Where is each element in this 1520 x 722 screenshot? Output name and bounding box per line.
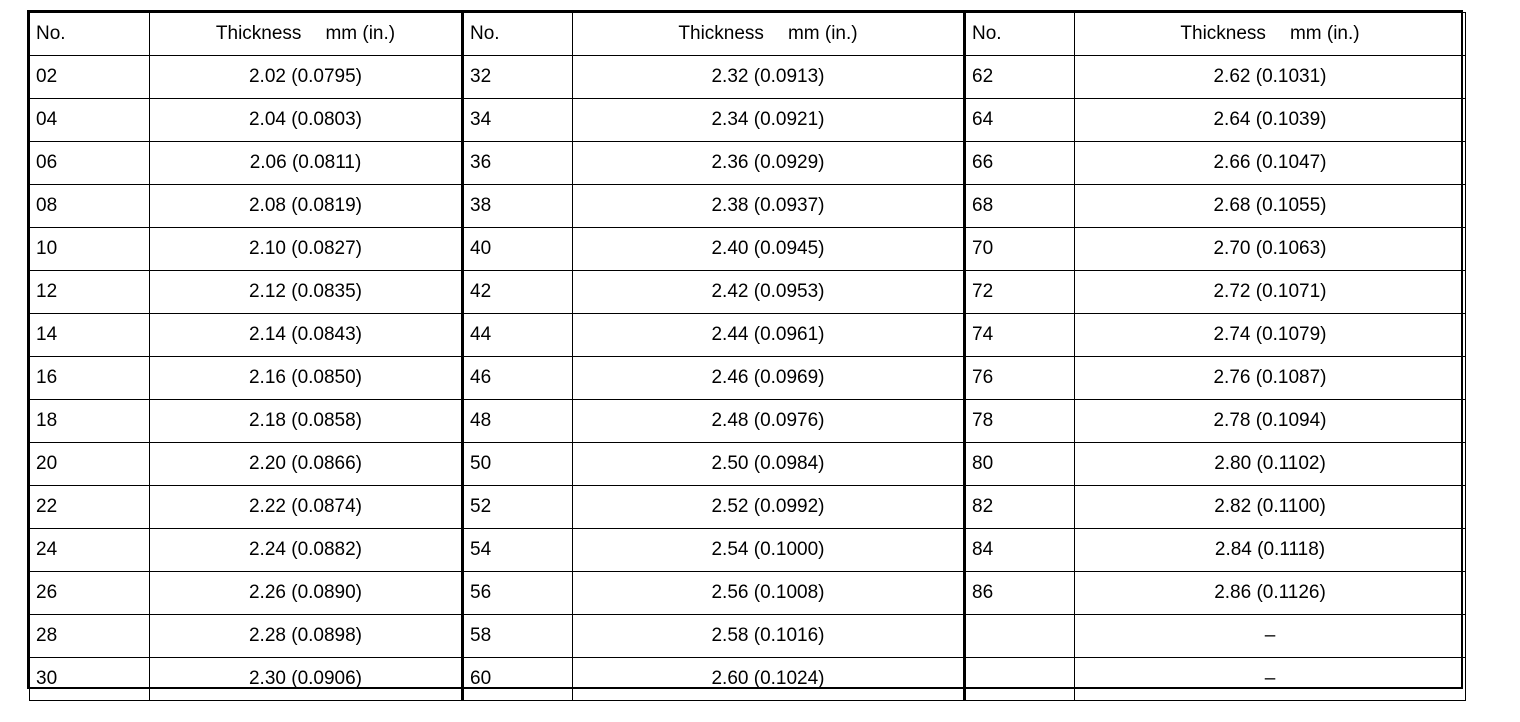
table-row	[30, 271, 1466, 314]
header-no-2: No.	[463, 13, 573, 56]
cell-no-col3: 72	[965, 271, 1075, 314]
cell-thickness-col3: 2.78 (0.1094)	[1075, 400, 1466, 443]
cell-no-col1: 04	[30, 99, 150, 142]
cell-no-col1: 22	[30, 486, 150, 529]
cell-no-col3: 78	[965, 400, 1075, 443]
cell-no-col3: 80	[965, 443, 1075, 486]
table-row	[30, 529, 1466, 572]
cell-thickness-col2: 2.44 (0.0961)	[573, 314, 965, 357]
cell-thickness-col2: 2.42 (0.0953)	[573, 271, 965, 314]
cell-no-col3: 62	[965, 56, 1075, 99]
cell-thickness-col2: 2.40 (0.0945)	[573, 228, 965, 271]
header-unit-label-1: mm (in.)	[325, 23, 396, 44]
cell-no-col2: 38	[463, 185, 573, 228]
table-row	[30, 142, 1466, 185]
cell-thickness-col3: 2.72 (0.1071)	[1075, 271, 1466, 314]
cell-thickness-col2: 2.54 (0.1000)	[573, 529, 965, 572]
cell-no-col3: 82	[965, 486, 1075, 529]
cell-thickness-col3: 2.84 (0.1118)	[1075, 529, 1466, 572]
cell-no-col1: 30	[30, 658, 150, 701]
cell-thickness-col1: 2.08 (0.0819)	[150, 185, 463, 228]
cell-thickness-col3: 2.64 (0.1039)	[1075, 99, 1466, 142]
cell-thickness-col3: 2.62 (0.1031)	[1075, 56, 1466, 99]
cell-no-col2: 42	[463, 271, 573, 314]
table-row	[30, 56, 1466, 99]
table-row	[30, 357, 1466, 400]
header-thickness-label-2: Thickness	[678, 23, 764, 44]
cell-thickness-col2: 2.58 (0.1016)	[573, 615, 965, 658]
table-row	[30, 314, 1466, 357]
cell-no-col3	[965, 658, 1075, 701]
cell-thickness-col2: 2.32 (0.0913)	[573, 56, 965, 99]
header-thickness-1	[150, 13, 463, 56]
table-row	[30, 185, 1466, 228]
cell-no-col3: 66	[965, 142, 1075, 185]
cell-thickness-col1: 2.16 (0.0850)	[150, 357, 463, 400]
table-header-row	[30, 13, 1466, 56]
cell-thickness-col2: 2.60 (0.1024)	[573, 658, 965, 701]
cell-thickness-col2: 2.38 (0.0937)	[573, 185, 965, 228]
cell-no-col1: 16	[30, 357, 150, 400]
cell-no-col1: 08	[30, 185, 150, 228]
cell-thickness-col3: 2.66 (0.1047)	[1075, 142, 1466, 185]
cell-no-col2: 58	[463, 615, 573, 658]
header-thickness-2	[573, 13, 965, 56]
cell-thickness-col1: 2.24 (0.0882)	[150, 529, 463, 572]
table-row	[30, 658, 1466, 701]
cell-thickness-col2: 2.48 (0.0976)	[573, 400, 965, 443]
cell-no-col2: 34	[463, 99, 573, 142]
cell-thickness-col2: 2.52 (0.0992)	[573, 486, 965, 529]
cell-no-col2: 32	[463, 56, 573, 99]
header-no-3: No.	[965, 13, 1075, 56]
table-row	[30, 99, 1466, 142]
cell-thickness-col3: –	[1075, 658, 1466, 701]
cell-thickness-col3: 2.80 (0.1102)	[1075, 443, 1466, 486]
cell-thickness-col2: 2.56 (0.1008)	[573, 572, 965, 615]
cell-thickness-col3: –	[1075, 615, 1466, 658]
cell-thickness-col1: 2.06 (0.0811)	[150, 142, 463, 185]
cell-no-col2: 60	[463, 658, 573, 701]
cell-no-col3: 84	[965, 529, 1075, 572]
cell-no-col1: 02	[30, 56, 150, 99]
cell-no-col3: 86	[965, 572, 1075, 615]
cell-no-col1: 14	[30, 314, 150, 357]
cell-no-col1: 26	[30, 572, 150, 615]
cell-no-col3: 74	[965, 314, 1075, 357]
cell-thickness-col1: 2.10 (0.0827)	[150, 228, 463, 271]
table-row	[30, 228, 1466, 271]
table-row	[30, 615, 1466, 658]
cell-thickness-col3: 2.70 (0.1063)	[1075, 228, 1466, 271]
cell-no-col1: 24	[30, 529, 150, 572]
table-row	[30, 572, 1466, 615]
cell-thickness-col2: 2.50 (0.0984)	[573, 443, 965, 486]
cell-no-col1: 18	[30, 400, 150, 443]
cell-no-col1: 12	[30, 271, 150, 314]
cell-thickness-col1: 2.02 (0.0795)	[150, 56, 463, 99]
cell-thickness-col2: 2.46 (0.0969)	[573, 357, 965, 400]
cell-thickness-col3: 2.68 (0.1055)	[1075, 185, 1466, 228]
thickness-table	[29, 12, 1466, 701]
cell-thickness-col1: 2.14 (0.0843)	[150, 314, 463, 357]
cell-thickness-col3: 2.76 (0.1087)	[1075, 357, 1466, 400]
cell-no-col1: 20	[30, 443, 150, 486]
thickness-table-frame	[27, 10, 1463, 689]
header-thickness-label-3: Thickness	[1180, 23, 1266, 44]
cell-no-col1: 10	[30, 228, 150, 271]
cell-no-col3	[965, 615, 1075, 658]
cell-thickness-col1: 2.26 (0.0890)	[150, 572, 463, 615]
cell-no-col2: 54	[463, 529, 573, 572]
cell-no-col2: 56	[463, 572, 573, 615]
cell-no-col3: 64	[965, 99, 1075, 142]
header-unit-label-3: mm (in.)	[1289, 23, 1360, 44]
cell-no-col2: 36	[463, 142, 573, 185]
cell-no-col3: 68	[965, 185, 1075, 228]
cell-no-col2: 44	[463, 314, 573, 357]
cell-no-col3: 70	[965, 228, 1075, 271]
cell-thickness-col1: 2.18 (0.0858)	[150, 400, 463, 443]
cell-thickness-col1: 2.12 (0.0835)	[150, 271, 463, 314]
cell-no-col1: 28	[30, 615, 150, 658]
cell-thickness-col1: 2.20 (0.0866)	[150, 443, 463, 486]
cell-thickness-col3: 2.86 (0.1126)	[1075, 572, 1466, 615]
header-thickness-label-1: Thickness	[215, 23, 302, 44]
cell-no-col2: 50	[463, 443, 573, 486]
header-thickness-3	[1075, 13, 1466, 56]
cell-thickness-col1: 2.30 (0.0906)	[150, 658, 463, 701]
cell-no-col2: 40	[463, 228, 573, 271]
table-row	[30, 443, 1466, 486]
cell-thickness-col2: 2.36 (0.0929)	[573, 142, 965, 185]
cell-thickness-col2: 2.34 (0.0921)	[573, 99, 965, 142]
table-row	[30, 400, 1466, 443]
cell-no-col3: 76	[965, 357, 1075, 400]
cell-no-col2: 46	[463, 357, 573, 400]
cell-no-col2: 52	[463, 486, 573, 529]
cell-thickness-col1: 2.28 (0.0898)	[150, 615, 463, 658]
table-row	[30, 486, 1466, 529]
header-unit-label-2: mm (in.)	[787, 23, 858, 44]
cell-thickness-col3: 2.74 (0.1079)	[1075, 314, 1466, 357]
cell-thickness-col1: 2.22 (0.0874)	[150, 486, 463, 529]
cell-thickness-col3: 2.82 (0.1100)	[1075, 486, 1466, 529]
cell-thickness-col1: 2.04 (0.0803)	[150, 99, 463, 142]
table-body	[30, 56, 1466, 701]
cell-no-col1: 06	[30, 142, 150, 185]
header-no-1: No.	[30, 13, 150, 56]
cell-no-col2: 48	[463, 400, 573, 443]
